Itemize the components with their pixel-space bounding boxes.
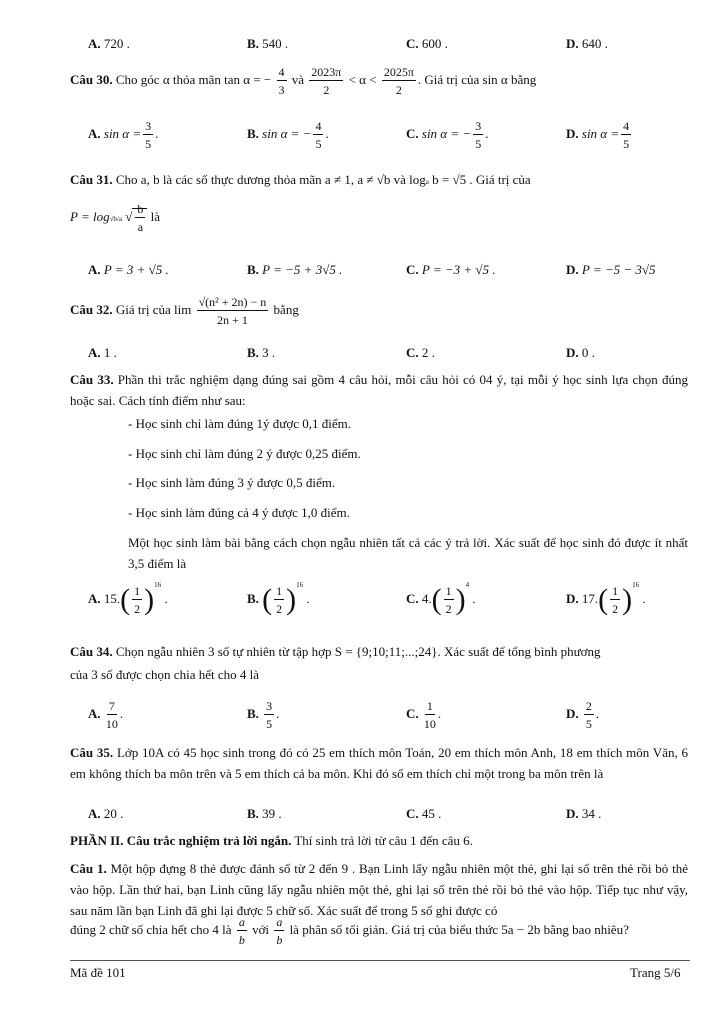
question-35-options	[0, 806, 725, 826]
part-2-heading: PHẦN II. Câu trắc nghiệm trả lời ngắn. Thí sinh trả lời từ câu 1 đến câu 6.	[70, 833, 473, 848]
option-a: A. $\frac{7}{10}$ .	[88, 699, 124, 731]
option-d: D. sin α = $\frac{4}{5}$	[566, 119, 630, 151]
rule-2: - Học sinh chỉ làm đúng 2 ý được 0,25 điểm.	[128, 446, 361, 461]
option-c: C. 4.( $\frac{1}{2}$ )$^4$ .	[406, 581, 476, 616]
question-33-options	[0, 581, 725, 621]
exam-code: Mã đề 101	[70, 965, 126, 980]
question-1-last-line: đúng 2 chữ số chia hết cho 4 là $\frac{a}{b}$ với $\frac{a}{b}$ là phân số tối giản. Giá trị của biểu thức 5a − 2b bằng bao nhiêu?	[70, 915, 629, 947]
option-a: A. 720 .	[88, 36, 130, 51]
option-c: C. $\frac{1}{10}$ .	[406, 699, 442, 731]
question-30-options	[0, 119, 725, 151]
question-34-stem: Câu 34. Chọn ngẫu nhiên 3 số tự nhiên từ tập hợp S = {9;10;11;...;24}. Xác suất để tổng bình phương	[70, 644, 601, 659]
rule-4: - Học sinh làm đúng cả 4 ý được 1,0 điểm.	[128, 505, 350, 520]
question-35-stem: Câu 35. Lớp 10A có 45 học sinh trong đó có 25 em thích môn Toán, 20 em thích môn Anh, 18 em thích môn Văn, 6 em không thích ba môn trên và 5 em thích cả ba môn. Khi đó số em thích chỉ một trong ba môn trên là	[70, 745, 689, 781]
question-29-options	[0, 36, 725, 56]
question-32-stem: Câu 32. Giá trị của lim $\frac{\text{√(n² + 2n) − n}}{2n + 1}$ bằng	[70, 295, 299, 327]
question-31-stem: Câu 31. Cho a, b là các số thực dương thỏa mãn a ≠ 1, a ≠ √b và loga b = √5 . Giá trị của	[70, 172, 531, 187]
option-d: D. $\frac{2}{5}$ .	[566, 699, 600, 731]
option-c: C. 2 .	[406, 345, 435, 360]
rule-1: - Học sinh chỉ làm đúng 1ý được 0,1 điểm.	[128, 416, 351, 431]
option-a: A. 1 .	[88, 345, 117, 360]
option-c: C. sin α = − $\frac{3}{5}$ .	[406, 119, 489, 151]
question-32-options	[0, 345, 725, 365]
question-34-options	[0, 700, 725, 732]
question-33-stem: Câu 33. Phần thi trắc nghiệm dạng đúng sai gồm 4 câu hỏi, mỗi câu hỏi có 04 ý, tại mỗi ý học sinh lựa chọn đúng hoặc sai. Cách tính điểm như sau:	[70, 372, 688, 408]
option-c: C. 45 .	[406, 806, 442, 821]
option-b: B. P = −5 + 3√5 .	[247, 262, 343, 277]
option-d: D. 0 .	[566, 345, 595, 360]
footer-divider	[70, 960, 690, 961]
option-a: A. 20 .	[88, 806, 124, 821]
option-b: B. $\frac{3}{5}$ .	[247, 699, 280, 731]
question-1-stem: Câu 1. Một hộp đựng 8 thẻ được đánh số từ 2 đến 9 . Bạn Linh lấy ngẫu nhiên một thẻ, ghi lại số trên thẻ rồi bỏ thẻ vào hộp. Lần thứ hai, bạn Linh cũng lấy ngẫu nhiên một thẻ, ghi lại số trên thẻ rồi bỏ thẻ vào hộp. Tiếp tục như vậy, sau năm lần bạn Linh đã ghi lại được 5 chữ số. Xác suất để trong 5 số ghi được có	[70, 861, 689, 918]
option-d: D. 34 .	[566, 806, 602, 821]
option-c: C. P = −3 + √5 .	[406, 262, 496, 277]
option-d: D. P = −5 − 3√5	[566, 262, 656, 277]
page-number: Trang 5/6	[630, 965, 681, 980]
question-31-expression: P = log√b/a √ $\frac{b}{a}$ là	[70, 202, 161, 234]
option-a: A. sin α = $\frac{3}{5}$ .	[88, 119, 159, 151]
option-b: B. ( $\frac{1}{2}$ )$^{16}$ .	[247, 581, 310, 616]
option-b: B. 540 .	[247, 36, 289, 51]
option-d: D. 640 .	[566, 36, 608, 51]
option-d: D. 17.( $\frac{1}{2}$ )$^{16}$ .	[566, 581, 646, 616]
option-b: B. 3 .	[247, 345, 276, 360]
option-a: A. P = 3 + √5 .	[88, 262, 169, 277]
question-33-tail: Một học sinh làm bài bằng cách chọn ngẫu nhiên tất cả các ý trả lời. Xác suất để học sinh đó được ít nhất 3,5 điểm là	[128, 535, 688, 571]
option-b: B. sin α = − $\frac{4}{5}$ .	[247, 119, 329, 151]
option-b: B. 39 .	[247, 806, 282, 821]
rule-3: - Học sinh làm đúng 3 ý được 0,5 điểm.	[128, 475, 336, 490]
option-c: C. 600 .	[406, 36, 448, 51]
question-34-stem-2: của 3 số được chọn chia hết cho 4 là	[70, 667, 259, 682]
question-31-options	[0, 262, 725, 282]
question-30-stem: Câu 30. Cho góc α thỏa mãn tan α = − $\frac{4}{3}$ và $\frac{2023\pi}{2}$ < α < $\frac{2025\pi}{2}$ . Giá trị của sin α bằng	[70, 65, 537, 97]
option-a: A. 15.( $\frac{1}{2}$ )$^{16}$ .	[88, 581, 168, 616]
